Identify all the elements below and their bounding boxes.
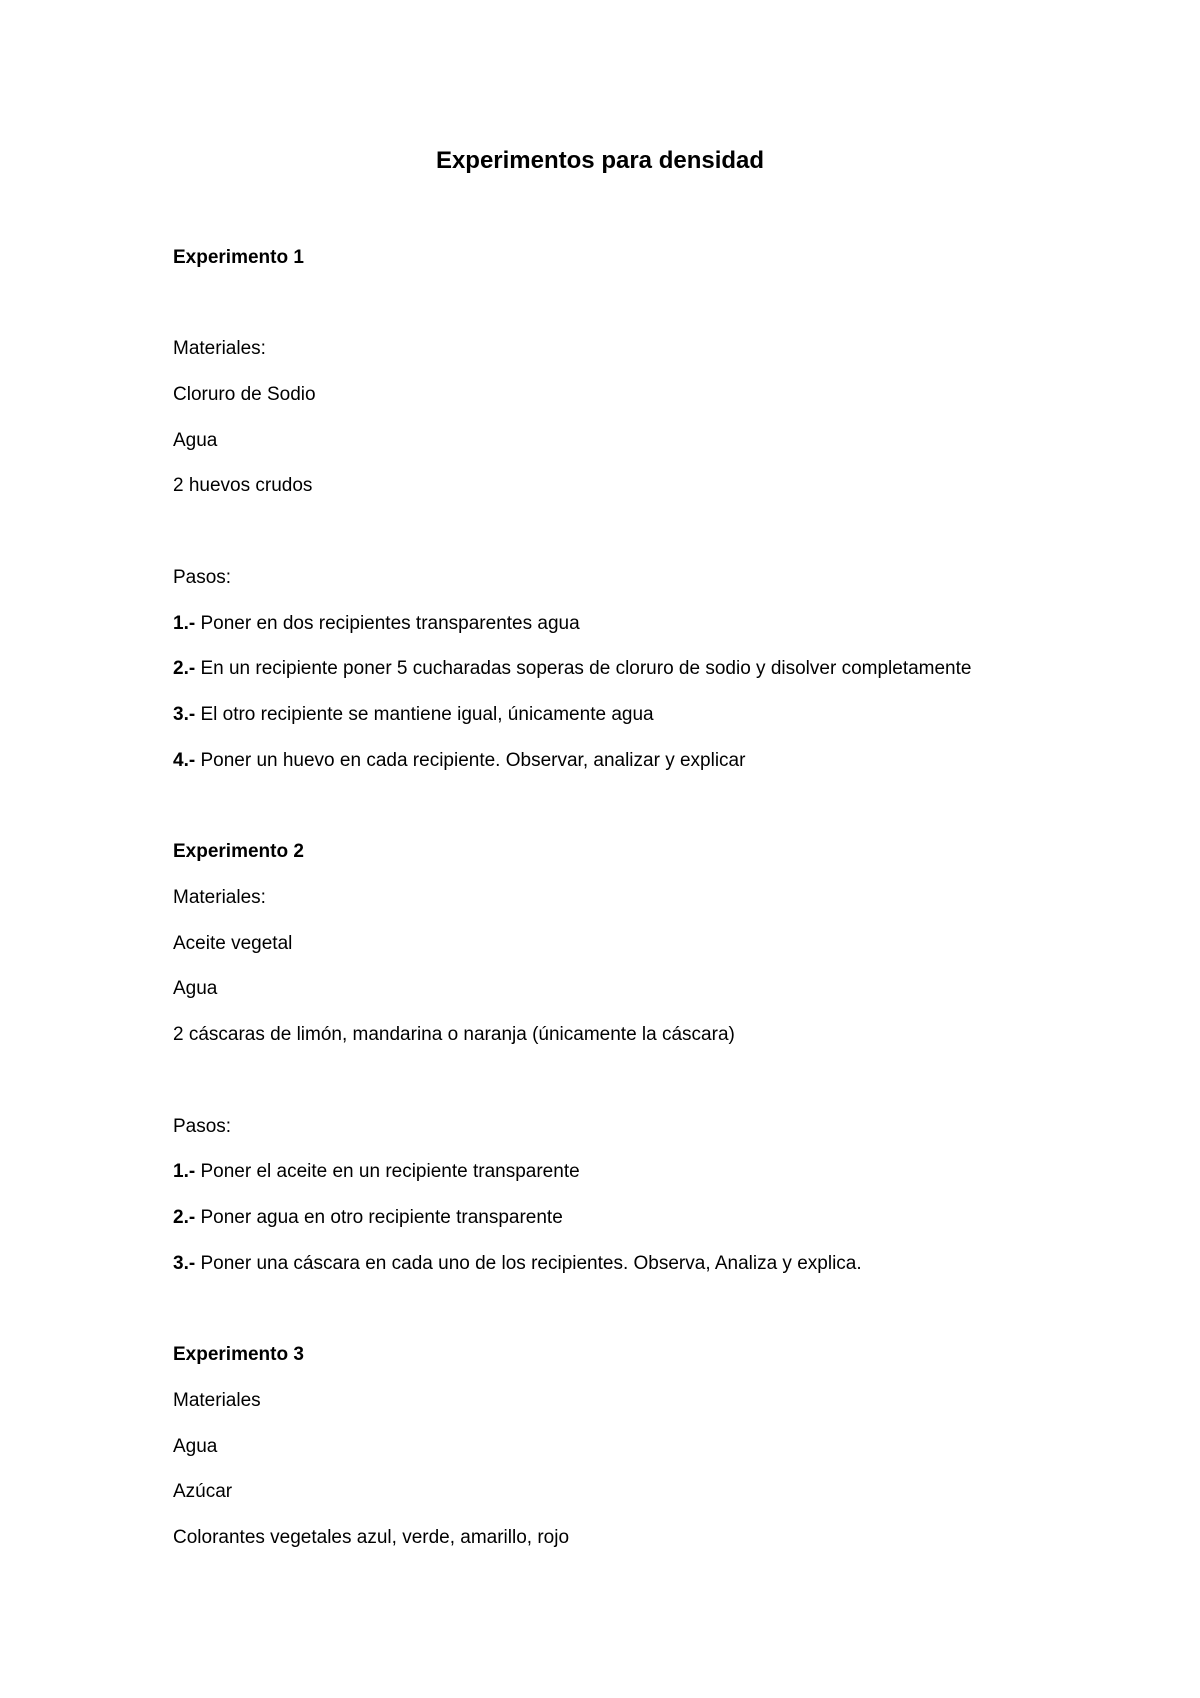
experiment-3-material: Colorantes vegetales azul, verde, amarillo, rojo: [173, 1527, 570, 1548]
experiment-3-heading: Experimento 3: [173, 1344, 304, 1365]
step-number: 3.-: [173, 704, 196, 725]
experiment-2-heading: Experimento 2: [173, 841, 304, 862]
step-text: En un recipiente poner 5 cucharadas soperas de cloruro de sodio y disolver completamente: [195, 658, 972, 679]
experiment-1-step: [173, 612, 580, 636]
experiment-2-material: 2 cáscaras de limón, mandarina o naranja (únicamente la cáscara): [173, 1024, 735, 1045]
experiment-1-step: [173, 657, 971, 681]
document-title: Experimentos para densidad: [435, 147, 765, 174]
experiment-3-materials-label: Materiales: [173, 1390, 261, 1411]
experiment-1-step: [173, 749, 745, 773]
step-text: Poner en dos recipientes transparentes agua: [195, 613, 580, 634]
step-number: 2.-: [173, 658, 196, 679]
step-text: Poner un huevo en cada recipiente. Observar, analizar y explicar: [195, 750, 746, 771]
experiment-2-materials-label: Materiales:: [173, 887, 266, 908]
experiment-1-material: 2 huevos crudos: [173, 475, 313, 496]
experiment-1-material: Agua: [173, 430, 218, 451]
experiment-1-steps-label: Pasos:: [173, 567, 232, 588]
experiment-2-step: [173, 1206, 563, 1230]
experiment-2-material: Aceite vegetal: [173, 933, 293, 954]
experiment-2-step: [173, 1160, 580, 1184]
experiment-2-material: Agua: [173, 978, 218, 999]
step-number: 1.-: [173, 1161, 196, 1182]
step-number: 4.-: [173, 750, 196, 771]
step-text: Poner el aceite en un recipiente transparente: [195, 1161, 580, 1182]
step-number: 2.-: [173, 1207, 196, 1228]
step-number: 1.-: [173, 613, 196, 634]
experiment-3-material: Azúcar: [173, 1481, 233, 1502]
step-text: Poner agua en otro recipiente transparente: [195, 1207, 563, 1228]
experiment-1-step: [173, 703, 654, 727]
experiment-2-step: [173, 1252, 862, 1276]
experiment-1-materials-label: Materiales:: [173, 338, 266, 359]
experiment-1-heading: Experimento 1: [173, 247, 304, 268]
step-text: El otro recipiente se mantiene igual, únicamente agua: [195, 704, 654, 725]
experiment-2-steps-label: Pasos:: [173, 1116, 232, 1137]
step-number: 3.-: [173, 1253, 196, 1274]
step-text: Poner una cáscara en cada uno de los recipientes. Observa, Analiza y explica.: [195, 1253, 862, 1274]
experiment-3-material: Agua: [173, 1436, 218, 1457]
experiment-1-material: Cloruro de Sodio: [173, 384, 316, 405]
